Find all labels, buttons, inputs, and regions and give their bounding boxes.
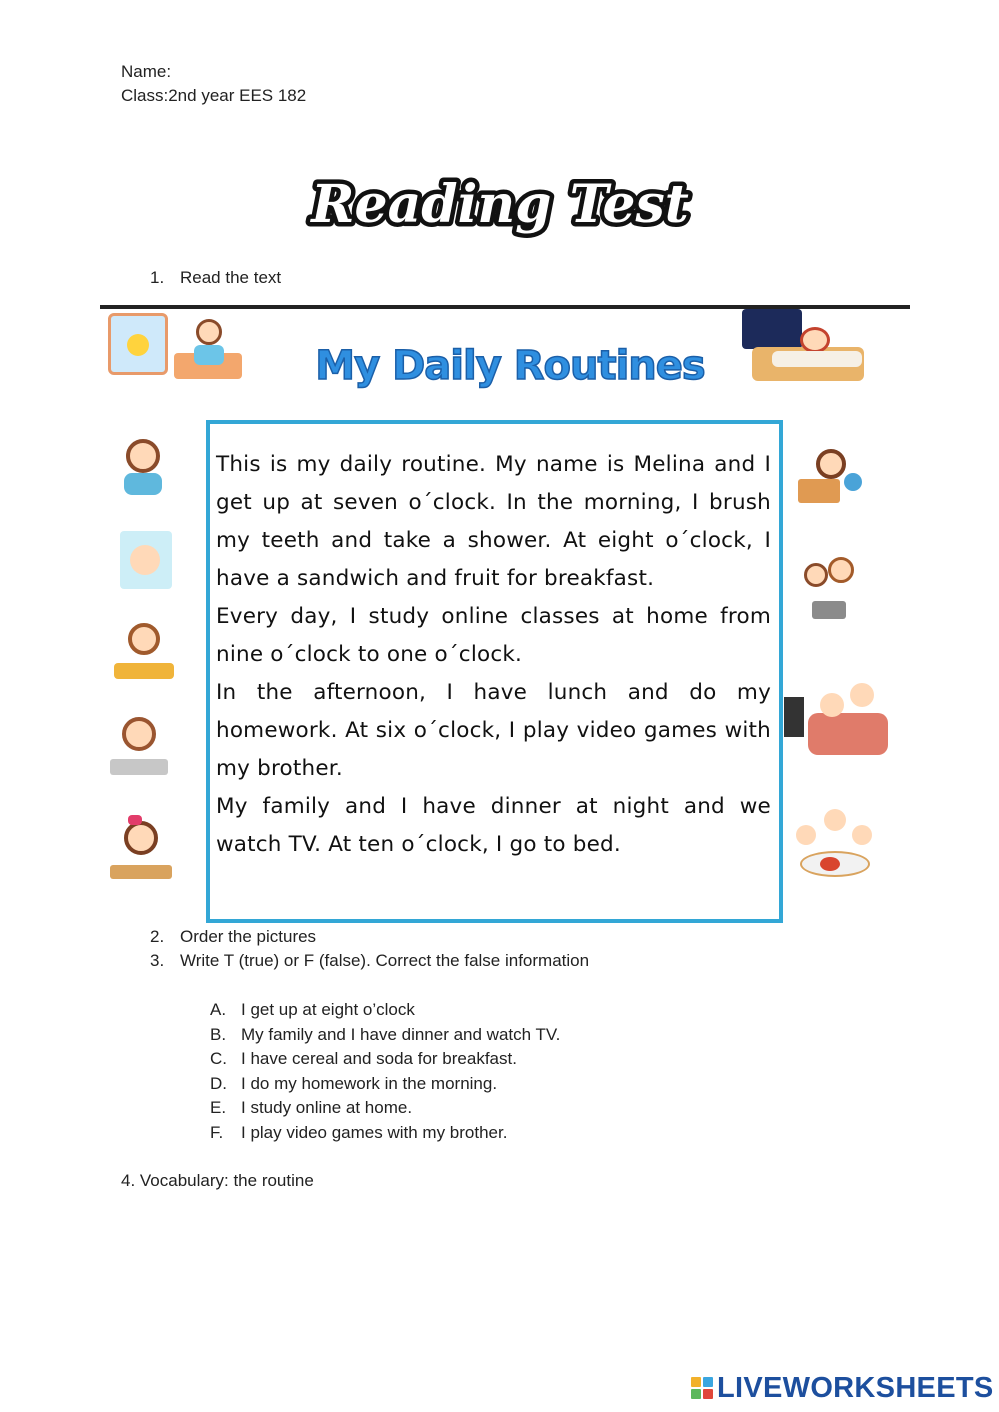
- instruction-number: 3.: [150, 951, 165, 970]
- statement-text: I have cereal and soda for breakfast.: [241, 1049, 517, 1068]
- name-field-label: Name:: [121, 62, 172, 81]
- statement-list: [210, 1000, 560, 1147]
- reading-paragraph: In the afternoon, I have lunch and do my homework. At six o´clock, I play video games with my brother.: [216, 680, 771, 781]
- online-class-illustration: [110, 715, 170, 779]
- instruction-text: Order the pictures: [180, 927, 317, 946]
- statement-text: I do my homework in the morning.: [241, 1073, 498, 1093]
- list-item: [210, 1025, 560, 1050]
- statement-letter: F.: [210, 1122, 224, 1142]
- reading-image: [100, 305, 910, 925]
- lunch-illustration: [110, 815, 172, 883]
- statement-letter: D.: [210, 1073, 227, 1093]
- class-label: Class:2nd year EES 182: [121, 86, 307, 105]
- page-title-text: Reading Test: [311, 174, 689, 235]
- logo-icon: [690, 1376, 714, 1400]
- family-dinner-illustration: [790, 805, 880, 885]
- vocabulary-heading: 4. Vocabulary: the routine: [121, 1171, 314, 1190]
- statement-letter: E.: [210, 1098, 227, 1117]
- statement-letter: A.: [210, 1000, 227, 1019]
- video-games-illustration: [798, 555, 862, 625]
- brushing-teeth-illustration: [112, 435, 172, 497]
- window-illustration: [108, 313, 168, 375]
- reading-text-box: [206, 420, 783, 923]
- instruction-text: Write T (true) or F (false). Correct the false information: [180, 951, 590, 970]
- statement-text: My family and I have dinner and watch TV.: [241, 1024, 561, 1044]
- list-item: [210, 1049, 560, 1074]
- sleeping-girl-illustration: [742, 309, 870, 387]
- watching-tv-illustration: [784, 673, 890, 759]
- list-item: [210, 1074, 560, 1099]
- shower-illustration: [120, 531, 172, 589]
- instruction-3: [150, 951, 589, 971]
- instruction-2: [150, 927, 316, 947]
- waking-girl-illustration: [174, 313, 242, 381]
- instruction-number: 1.: [150, 268, 165, 287]
- statement-text: I play video games with my brother.: [241, 1122, 508, 1142]
- brand-name: LIVEWORKSHEETS: [717, 1371, 994, 1404]
- statement-letter: C.: [210, 1049, 227, 1068]
- reading-heading: [315, 333, 705, 393]
- liveworksheets-logo[interactable]: [690, 1371, 994, 1404]
- reading-paragraph: This is my daily routine. My name is Melina and I get up at seven o´clock. In the morning, I brush my teeth and take a shower. At eight o´clock, I have a sandwich and fruit for breakfast.: [216, 452, 771, 591]
- reading-paragraph: Every day, I study online classes at home from nine o´clock to one o´clock.: [216, 604, 771, 667]
- list-item: [210, 1098, 560, 1123]
- reading-heading-text: My Daily Routines: [315, 343, 705, 389]
- list-item: [210, 1123, 560, 1148]
- statement-text: I get up at eight o’clock: [241, 1000, 415, 1019]
- breakfast-illustration: [114, 619, 174, 683]
- list-item: [210, 1000, 560, 1025]
- instruction-text: Read the text: [180, 268, 282, 287]
- reading-paragraph: My family and I have dinner at night and we watch TV. At ten o´clock, I go to bed.: [216, 794, 771, 857]
- statement-letter: B.: [210, 1024, 227, 1044]
- instruction-number: 2.: [150, 927, 165, 946]
- statement-text: I study online at home.: [241, 1098, 413, 1117]
- homework-illustration: [798, 445, 862, 509]
- instruction-1: [150, 268, 281, 288]
- page-title: [311, 160, 689, 260]
